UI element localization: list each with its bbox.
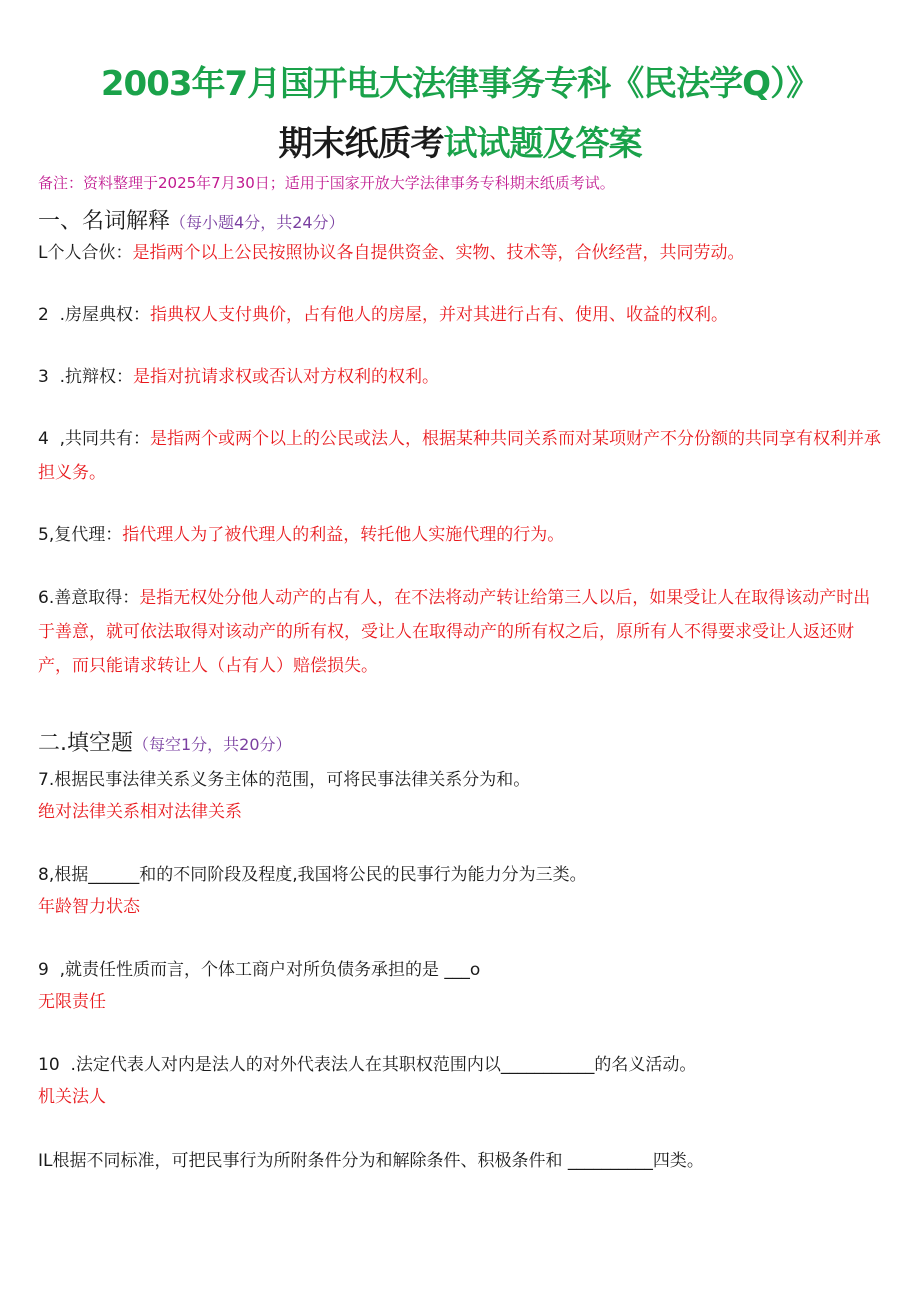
fill-answer-9: 无限责任 [38,992,106,1012]
term-answer: 是指两个以上公民按照协议各自提供资金、实物、技术等，合伙经营，共同劳动。 [132,243,745,263]
term-answer: 指典权人支付典价，占有他人的房屋，并对其进行占有、使用、收益的权利。 [150,305,729,325]
fill-answer-10: 机关法人 [38,1087,106,1107]
section-2-title: 二.填空题 [38,731,133,756]
term-label: L个人合伙： [38,243,133,263]
term-answer: 是指两个或两个以上的公民或法人，根据某种共同关系而对某项财产不分份额的共同享有权利并承担义务。 [38,429,882,483]
fill-answer-7: 绝对法律关系相对法律关系 [38,802,242,822]
remark-note: 备注：资料整理于2025年7月30日；适用于国家开放大学法律事务专科期末纸质考试。 [38,174,615,192]
fill-answer-8: 年龄智力状态 [38,897,140,917]
term-item-6 [38,581,882,683]
title-line-2-highlight: 试试题及答案 [443,124,642,164]
term-label: 4 ,共同共有： [38,429,151,449]
section-2-heading [38,726,292,757]
term-label: 5,复代理： [38,525,123,545]
term-label: 3 .抗辩权： [38,367,134,387]
title-line-2-main: 期末纸质考 [278,124,444,164]
term-label: 6.善意取得： [38,588,140,608]
term-item-4 [38,422,882,490]
term-answer: 是指对抗请求权或否认对方权利的权利。 [133,367,440,387]
term-answer: 指代理人为了被代理人的利益，转托他人实施代理的行为。 [122,525,565,545]
document-title-line-1 [0,56,920,105]
fill-question-11: IL根据不同标准，可把民事行为所附条件分为和解除条件、积极条件和 __________四类。 [38,1151,704,1171]
fill-question-7: 7.根据民事法律关系义务主体的范围，可将民事法律关系分为和。 [38,770,531,790]
fill-question-8: 8,根据______和的不同阶段及程度,我国将公民的民事行为能力分为三类。 [38,865,587,885]
fill-question-10: 10 .法定代表人对内是法人的对外代表法人在其职权范围内以___________的名义活动。 [38,1055,697,1075]
term-answer: 是指无权处分他人动产的占有人，在不法将动产转让给第三人以后，如果受让人在取得该动产时出于善意，就可依法取得对该动产的所有权，受让人在取得动产的所有权之后，原所有人不得要求受让人返还财产，而只能请求转让人（占有人）赔偿损失。 [38,588,871,676]
title-course-name: 《民法学Q）》 [610,64,820,104]
title-line-1-main: 2003年7月国开电大法律事务专科 [100,64,611,104]
term-item-1 [38,236,882,270]
term-item-3 [38,360,882,394]
section-1-scoring: （每小题4分，共24分） [170,213,345,232]
term-item-2 [38,298,882,332]
term-item-5 [38,518,882,552]
fill-question-9: 9 ,就责任性质而言，个体工商户对所负债务承担的是 ___o [38,960,481,980]
document-title-line-2 [0,116,920,165]
section-2-scoring: （每空1分，共20分） [133,735,292,754]
section-1-heading [38,204,345,235]
section-1-title: 一、名词解释 [38,209,171,234]
term-label: 2 .房屋典权： [38,305,151,325]
